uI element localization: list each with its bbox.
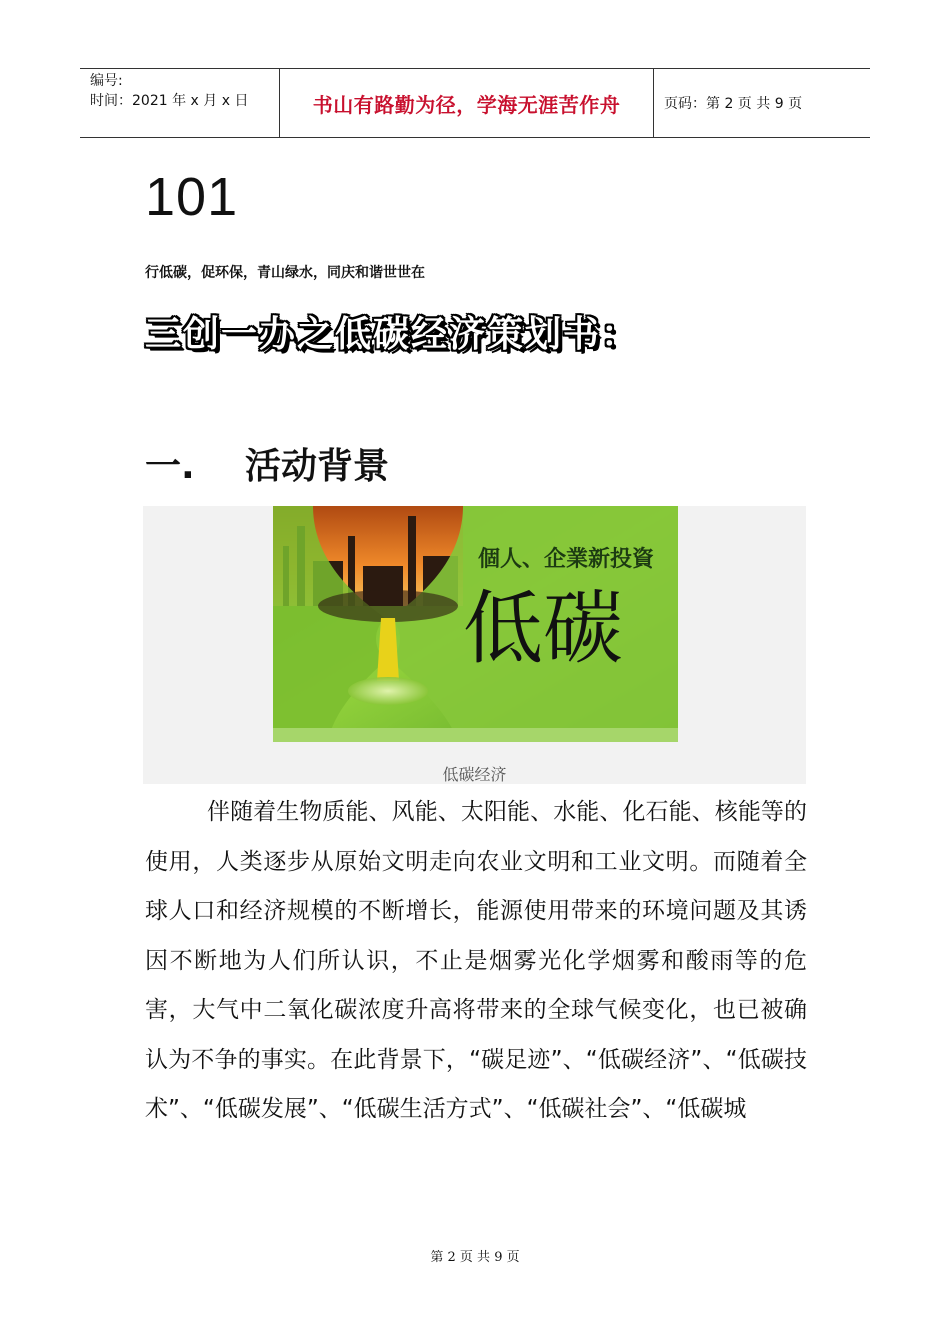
low-carbon-banner-image xyxy=(273,506,678,742)
section-number: 一. xyxy=(145,446,195,487)
banner-main-text: 低碳 xyxy=(463,582,623,675)
big-number: 101 xyxy=(145,167,239,227)
banner-subtitle: 個人、企業新投資 xyxy=(478,547,655,572)
slogan: 行低碳，促环保，青山绿水，同庆和谐世世在 xyxy=(145,265,425,281)
main-title: 三创一办之低碳经济策划书： xyxy=(145,314,640,355)
number-label: 编号: xyxy=(90,73,123,89)
section-heading xyxy=(145,438,389,489)
header-left-cell xyxy=(80,69,280,137)
page-info: 页码：第 2 页 共 9 页 xyxy=(664,96,803,112)
header-right-cell xyxy=(654,69,870,137)
figure-caption: 低碳经济 xyxy=(442,765,507,784)
page-footer: 第 2 页 共 9 页 xyxy=(430,1250,520,1265)
body-paragraph: 伴随着生物质能、风能、太阳能、水能、化石能、核能等的使用，人类逐步从原始文明走向农业文明和工业文明。而随着全球人口和经济规模的不断增长，能源使用带来的环境问题及其诱因不断地为人们所认识，不止是烟雾光化学烟雾和酸雨等的危害，大气中二氧化碳浓度升高将带来的全球气候变化，也已被确认为不争的事实。在此背景下，“碳足迹”、“低碳经济”、“低碳技术”、“低碳发展”、“低碳生活方式”、“低碳社会”、“低碳城 xyxy=(145,799,807,1122)
figure xyxy=(143,506,806,784)
header-middle-cell xyxy=(280,69,654,137)
motto: 书山有路勤为径，学海无涯苦作舟 xyxy=(312,92,621,117)
header-table xyxy=(80,68,870,138)
section-title: 活动背景 xyxy=(245,446,390,487)
date-line: 时间：2021 年 x 月 x 日 xyxy=(90,93,249,109)
